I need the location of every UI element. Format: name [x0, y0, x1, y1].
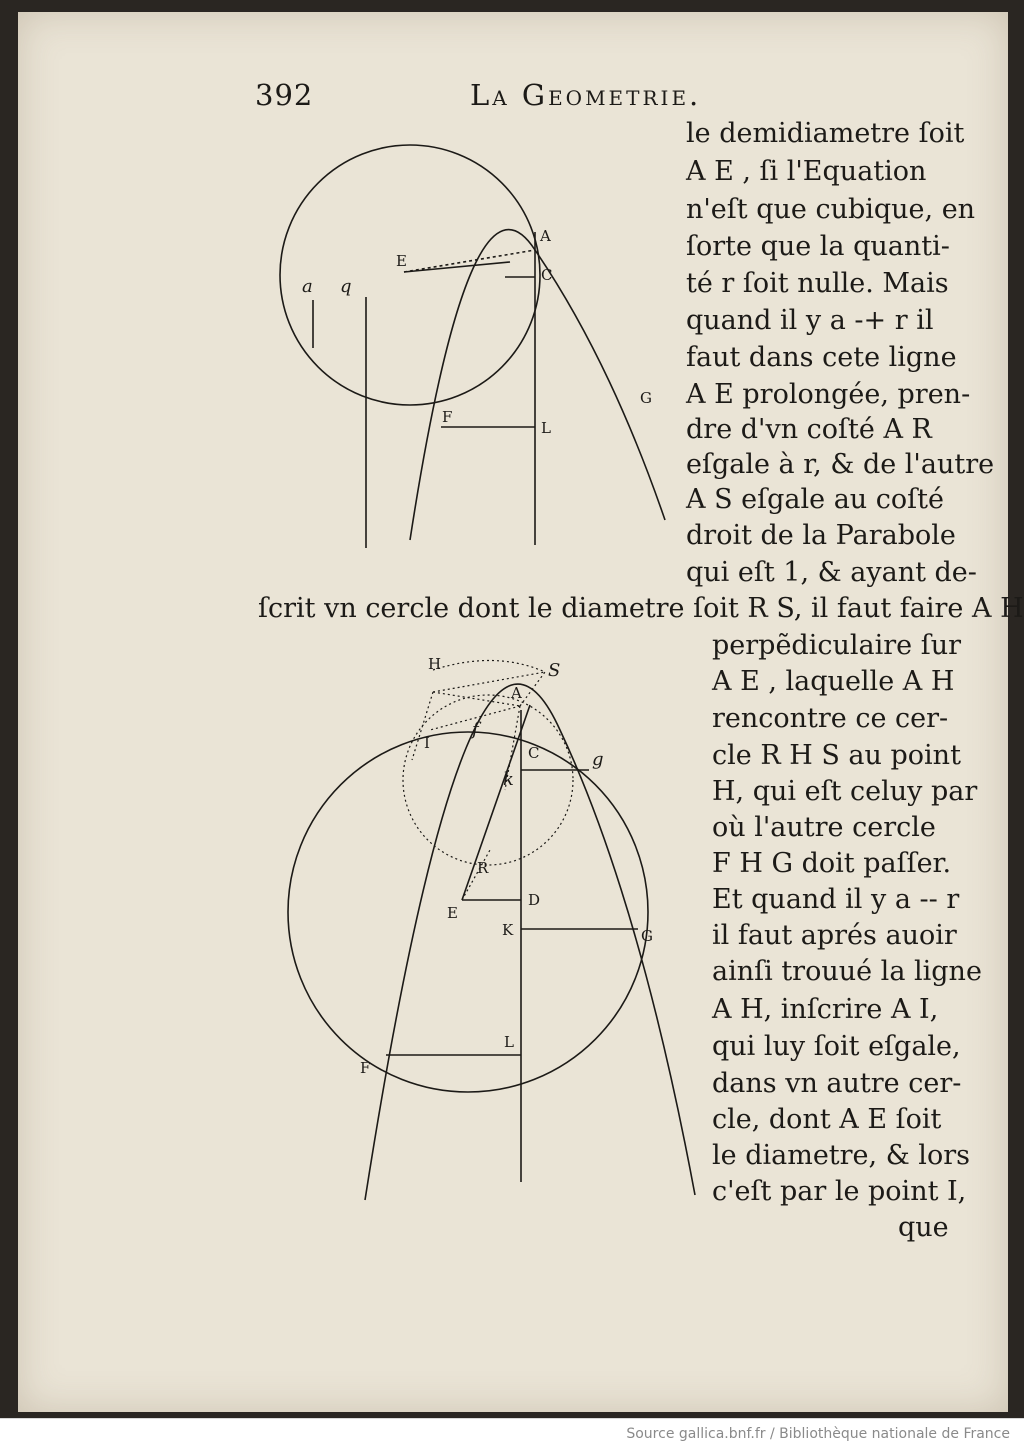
label-f-small: f — [472, 719, 479, 740]
label-g: G — [640, 389, 652, 407]
text-line: perpẽdiculaire ſur — [712, 630, 961, 661]
figure-bottom — [288, 660, 695, 1200]
text-line: F H G doit paſſer. — [712, 848, 952, 879]
text-line: A E , ſi l'Equation — [686, 156, 927, 187]
text-line: eſgale à r, & de l'autre — [686, 449, 995, 480]
text-line: dans vn autre cer- — [712, 1068, 962, 1099]
text-line: A S eſgale au coſté — [686, 484, 944, 515]
running-title: La Geometrie. — [470, 78, 702, 112]
label-d: D — [528, 891, 541, 909]
text-line: dre d'vn coſté A R — [686, 414, 932, 445]
text-line: cle, dont A E ſoit — [712, 1104, 942, 1135]
text-line: où l'autre cercle — [712, 812, 936, 843]
text-line: le diametre, & lors — [712, 1140, 970, 1171]
text-line: cle R H S au point — [712, 740, 961, 771]
text-line: Et quand il y a -- r — [712, 884, 960, 915]
figure-bottom-dotted-ha — [433, 692, 520, 706]
label-k: K — [502, 921, 514, 939]
text-line: té r ſoit nulle. Mais — [686, 268, 949, 299]
label-l: L — [504, 1033, 514, 1051]
figure-top-line-ea — [404, 250, 535, 272]
figure-top-circle — [280, 145, 540, 405]
text-line: ſorte que la quanti- — [686, 231, 950, 262]
text-line: qui luy ſoit eſgale, — [712, 1031, 961, 1062]
label-i: I — [424, 734, 430, 752]
text-line: A E , laquelle A H — [712, 666, 955, 697]
label-q: q — [340, 276, 352, 297]
figure-bottom-circle — [288, 732, 648, 1092]
figure-top-line-ea2 — [404, 262, 510, 272]
label-f: F — [442, 408, 453, 426]
text-line: faut dans cete ligne — [686, 342, 957, 373]
text-line: quand il y a -+ r il — [686, 305, 934, 336]
page-number: 392 — [255, 78, 314, 112]
label-a-point: A — [511, 684, 522, 702]
label-r: R — [477, 859, 489, 877]
text-line: ainſi trouué la ligne — [712, 956, 982, 987]
text-line: il faut aprés auoir — [712, 920, 957, 951]
label-c: C — [541, 266, 553, 284]
figure-top — [280, 145, 665, 548]
figure-bottom-dotted-circle-rhs — [403, 695, 573, 865]
footer-bar — [0, 1418, 1024, 1449]
text-line: qui eſt 1, & ayant de- — [686, 557, 977, 588]
label-s: S — [548, 660, 561, 681]
figure-bottom-dotted-as — [520, 672, 545, 706]
label-e: E — [447, 904, 458, 922]
text-line: droit de la Parabole — [686, 520, 956, 551]
text-line: que — [898, 1212, 949, 1243]
text-line: A E prolongée, pren- — [686, 379, 971, 410]
figure-top-parabola — [410, 230, 665, 540]
figure-bottom-labels — [360, 655, 653, 1077]
text-line-full-width: ſcrit vn cercle dont le diametre ſoit R S, il faut faire A H — [258, 593, 1024, 624]
label-g: G — [641, 927, 653, 945]
label-a: a — [302, 276, 313, 297]
label-l: L — [541, 419, 551, 437]
label-h: H — [428, 655, 442, 673]
text-line: n'eſt que cubique, en — [686, 194, 976, 225]
label-c: C — [528, 744, 540, 762]
label-e: E — [396, 252, 407, 270]
text-line: c'eſt par le point I, — [712, 1176, 967, 1207]
text-line: H, qui eſt celuy par — [712, 776, 978, 807]
text-line: le demidiametre ſoit — [686, 118, 965, 149]
figure-bottom-dotted-arc — [433, 660, 545, 672]
text-line: rencontre ce cer- — [712, 703, 949, 734]
label-a-point: A — [540, 227, 551, 245]
label-f: F — [360, 1059, 371, 1077]
text-line: A H, inſcrire A I, — [712, 994, 939, 1025]
label-g-small: g — [592, 749, 604, 770]
label-k-small: k — [503, 769, 514, 790]
source-credit: Source gallica.bnf.fr / Bibliothèque nationale de France — [626, 1426, 1010, 1442]
figure-bottom-dotted-hs — [433, 672, 545, 692]
